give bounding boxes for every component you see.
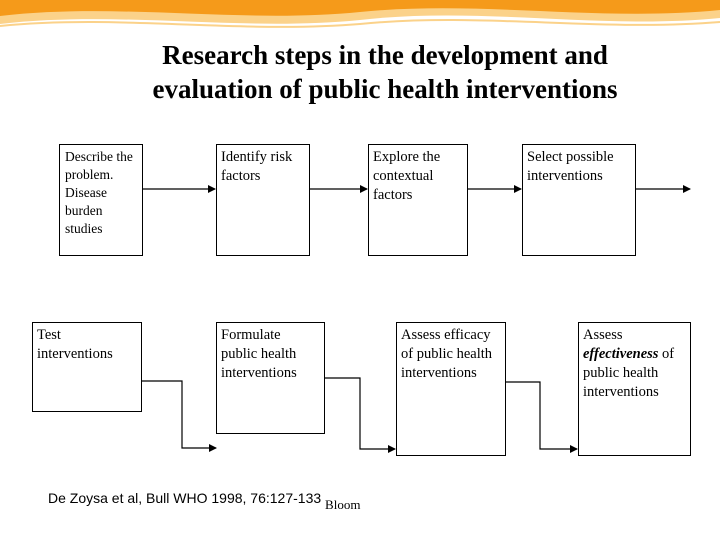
step-label: Describe the problem. Disease burden studies bbox=[65, 149, 133, 236]
arrow-row2-3 bbox=[506, 382, 577, 449]
arrow-row2-1 bbox=[142, 381, 216, 448]
step-label: Assess efficacy of public health interventions bbox=[401, 327, 493, 381]
citation-text: De Zoysa et al, Bull WHO 1998, 76:127-133 bbox=[48, 490, 322, 506]
step-label-prefix: Assess bbox=[583, 327, 623, 343]
step-label: Formulate public health interventions bbox=[221, 327, 297, 381]
title-line-2: evaluation of public health interventions bbox=[152, 74, 618, 104]
step-label: Identify risk factors bbox=[221, 149, 293, 184]
arrow-row2-2 bbox=[325, 378, 395, 449]
title-line-1: Research steps in the development and bbox=[162, 40, 608, 70]
step-label: Select possible interventions bbox=[527, 149, 614, 184]
step-label: Explore the contextual factors bbox=[373, 149, 441, 203]
step-label-emphasis: effectiveness bbox=[583, 346, 659, 362]
citation-subscript: Bloom bbox=[325, 497, 361, 512]
citation bbox=[48, 490, 361, 512]
step-label-suffix: of public health interventions bbox=[583, 346, 675, 400]
step-label: Test interventions bbox=[37, 327, 113, 362]
